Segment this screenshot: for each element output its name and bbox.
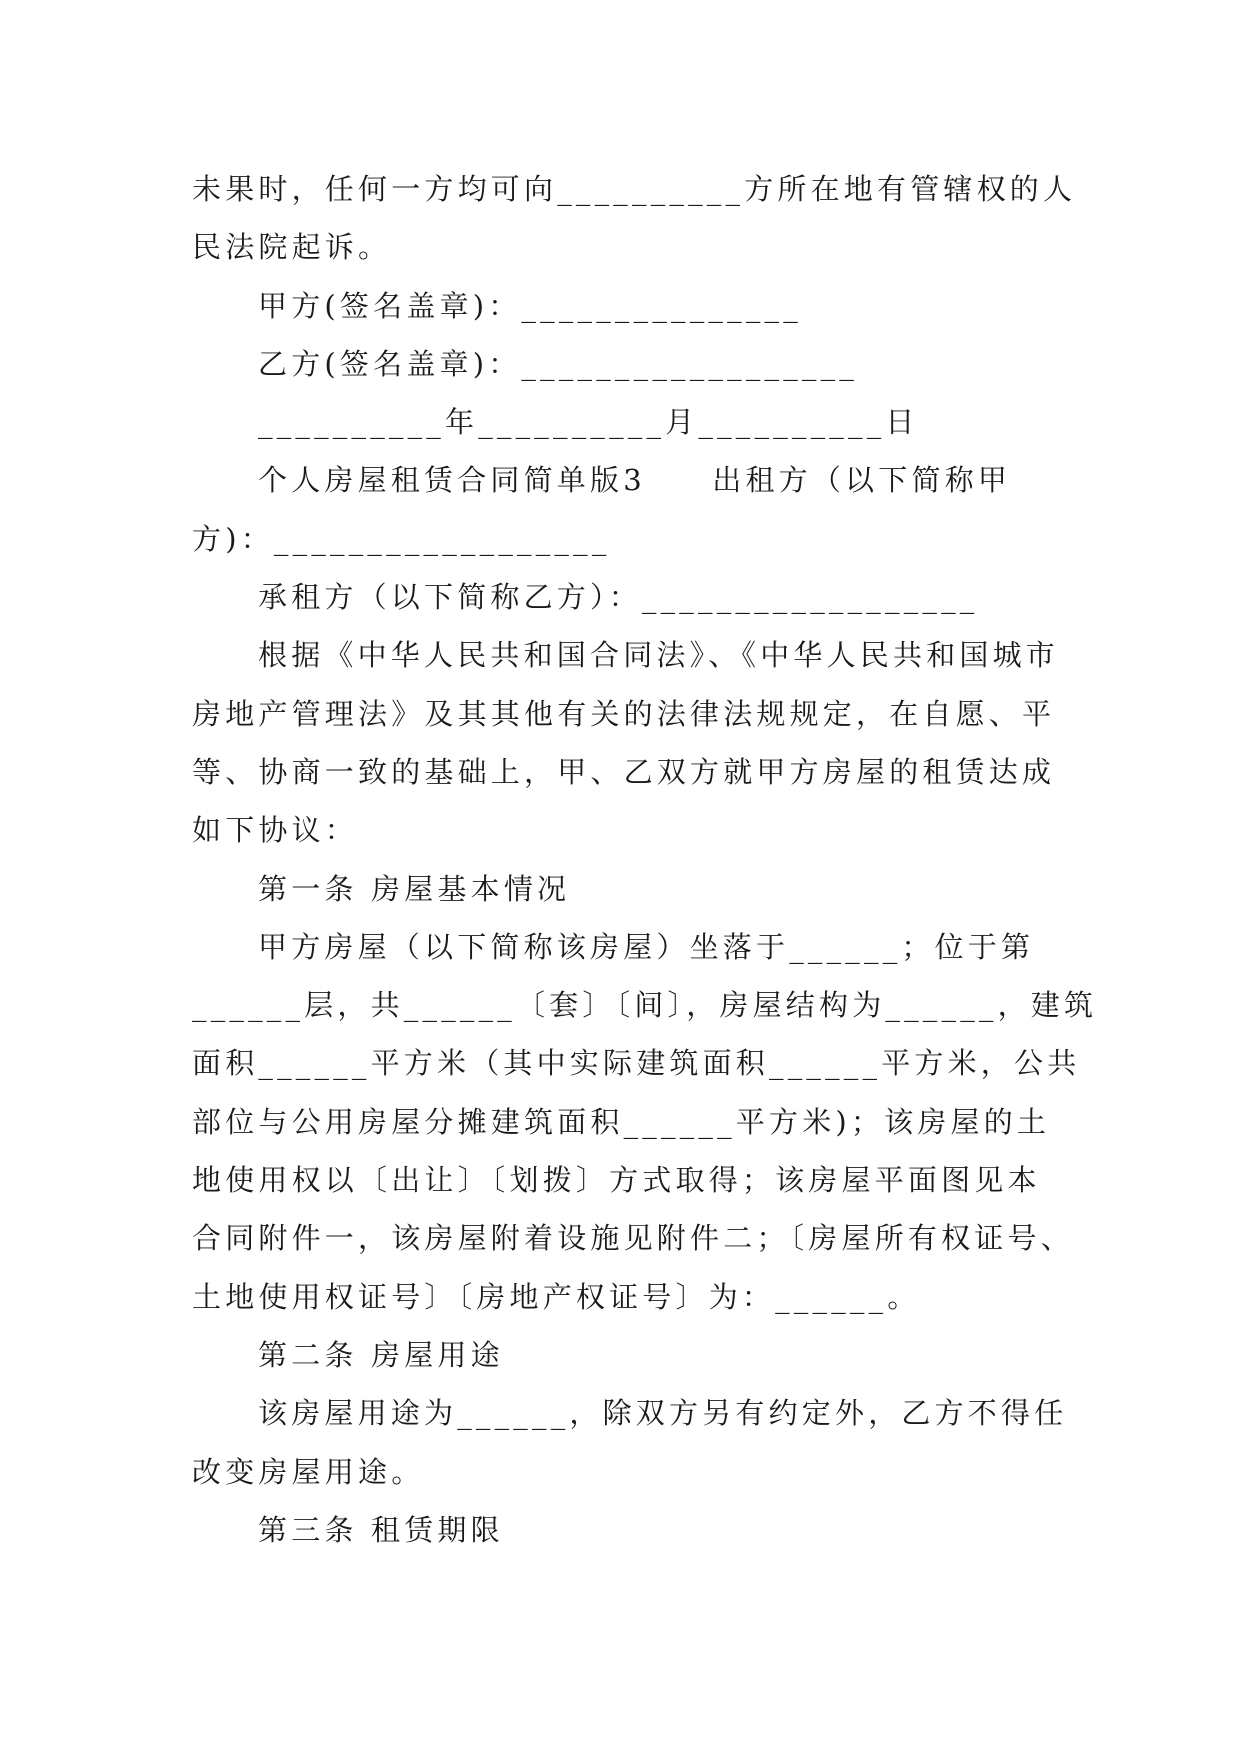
- paragraph-line: 甲方房屋（以下简称该房屋）坐落于______；位于第: [258, 929, 1035, 964]
- paragraph-line: 部位与公用房屋分摊建筑面积______平方米)；该房屋的土: [192, 1104, 1051, 1139]
- party-b-signature-line: 乙方(签名盖章)：__________________: [258, 346, 859, 381]
- party-a-signature-line: 甲方(签名盖章)：_______________: [258, 288, 802, 323]
- paragraph-line: 面积______平方米（其中实际建筑面积______平方米，公共: [192, 1046, 1081, 1081]
- paragraph-line: 未果时，任何一方均可向__________方所在地有管辖权的人: [192, 172, 1077, 206]
- contract-body: [192, 160, 1098, 1559]
- paragraph-line: 房地产管理法》及其其他有关的法律法规规定，在自愿、平: [192, 696, 1056, 731]
- paragraph-line: 民法院起诉。: [192, 230, 392, 265]
- paragraph-line: 根据《中华人民共和国合同法》、《中华人民共和国城市: [258, 638, 1060, 673]
- article-heading-3: 第三条 租赁期限: [258, 1512, 504, 1547]
- paragraph-line: 该房屋用途为______，除双方另有约定外，乙方不得任: [258, 1396, 1068, 1431]
- paragraph-line: 地使用权以〔出让〕〔划拨〕方式取得；该房屋平面图见本: [192, 1163, 1041, 1198]
- article-heading-1: 第一条 房屋基本情况: [258, 871, 571, 906]
- paragraph-line: 等、协商一致的基础上，甲、乙双方就甲方房屋的租赁达成: [192, 754, 1056, 789]
- paragraph-line: 如下协议：: [192, 813, 359, 848]
- contract-title-line: 个人房屋租赁合同简单版3 出租方（以下简称甲: [258, 463, 1012, 498]
- paragraph-line: 土地使用权证号〕〔房地产权证号〕为：______。: [192, 1279, 921, 1314]
- paragraph-line: ______层，共______〔套〕〔间〕，房屋结构为______，建筑: [192, 988, 1098, 1023]
- article-heading-2: 第二条 房屋用途: [258, 1337, 504, 1372]
- lessee-line: 承租方（以下简称乙方）：__________________: [258, 580, 979, 615]
- paragraph-line: 方)：__________________: [192, 521, 611, 556]
- date-line: __________年__________月__________日: [258, 405, 919, 440]
- paragraph-line: 改变房屋用途。: [192, 1454, 425, 1489]
- paragraph-line: 合同附件一，该房屋附着设施见附件二；〔房屋所有权证号、: [192, 1221, 1074, 1256]
